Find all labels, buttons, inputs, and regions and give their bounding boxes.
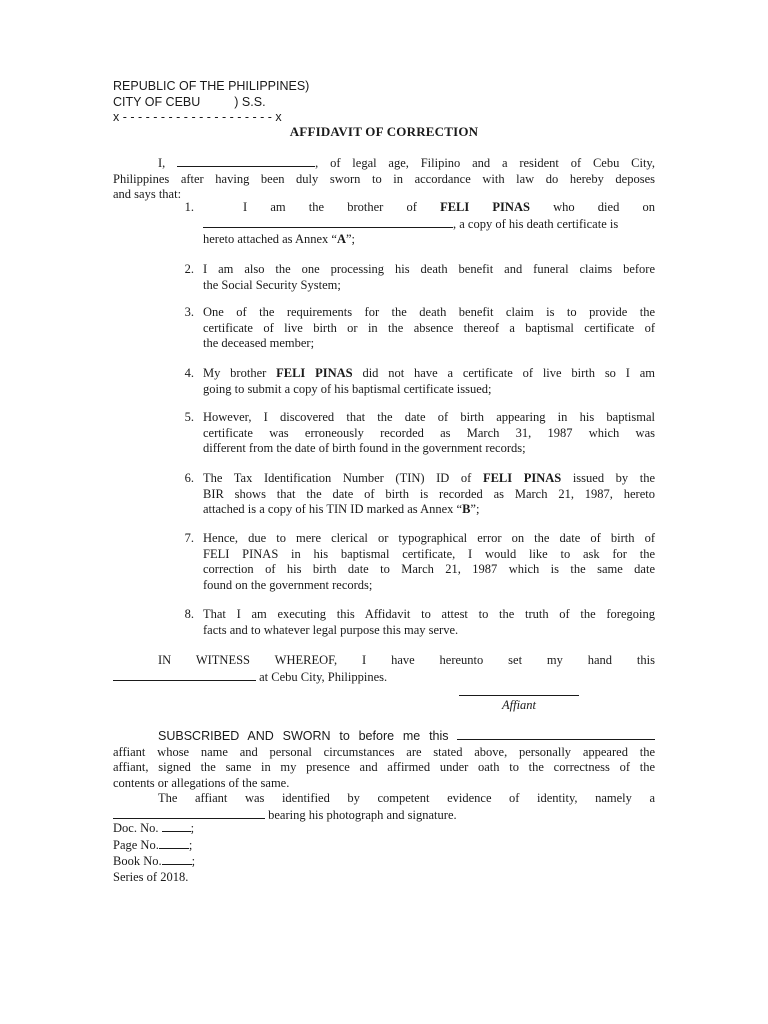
doc-no: Doc. No. ; xyxy=(113,821,195,835)
caption-city xyxy=(113,95,266,109)
jurat-date-blank xyxy=(457,728,655,740)
book-no: Book No. ; xyxy=(113,854,196,869)
caption-city-name: CITY OF CEBU xyxy=(113,95,201,109)
id-blank xyxy=(113,807,265,819)
caption-republic: REPUBLIC OF THE PHILIPPINES) xyxy=(113,79,310,93)
deceased-name: FELI PINAS xyxy=(440,200,530,214)
deceased-name: FELI PINAS xyxy=(276,366,353,380)
witness-paragraph: IN WITNESS WHEREOF, I have hereunto set my hand this at Cebu City, Philippines. xyxy=(113,653,655,685)
affiant-signature-line xyxy=(459,684,579,696)
date-blank xyxy=(113,669,256,681)
document-page: REPUBLIC OF THE PHILIPPINES) CITY OF CEBU ) S.S. x - - - - - - - - - - - - - - - - - - - - x AFFIDAVIT OF CORRECTION I, , of legal age, Filipino and a resident of Cebu City, Philippines after having been duly sworn to in accordance with law do hereby deposes and says that: 1. I am the brother of FELI PINAS who died on , a copy of his death certificate is hereto attached as Annex “A”; 2. I am also the one processing his death benefit and funeral claims before the Social Security System; 3. One of the requirements for the death benefit claim is to provide the certificate of live birth or in the absence thereof a baptismal certificate of the deceased member; 4. My brother FELI PINAS did not have a certificate of live birth so I am going to submit a copy of his baptismal certificate issued; 5. However, I discovered that the date of birth appearing in his baptismal certificate was erroneously recorded as March 31, 1987 which was different from the date of birth found in the government records; 6. The Tax Identification Number (TIN) ID of FELI PINAS issued by the BIR shows that the date of birth is recorded as March 21, 1987, hereto attached is a copy of his TIN ID marked as Annex “B”; 7. Hence, due to mere clerical or typographical error on the date of birth of FELI PINAS in his baptismal certificate, I would like to ask for the correction of his birth date to March 21, 1987 which is the same date found on the government records; 8. That I am executing this Affidavit to attest to the truth of the foregoing facts and to whatever legal purpose this may serve. IN WITNESS WHEREOF, I have hereunto set my hand this at Cebu City, Philippines. Affiant SUBSCRIBED AND SWORN to before me this affiant whose name and personal circumstances are stated above, personally appeared the affiant, signed the same in my presence and affirmed under oath to the correctness of the contents or allegations of the same. The affiant was identified by competent evidence of identity, namely a bearing his photograph and signature. Doc. No. ; Page No. ; Book No. ; Series of 2018. xyxy=(0,0,768,1024)
caption-ss: ) S.S. xyxy=(234,95,266,109)
notarial-block xyxy=(113,820,195,885)
document-title: AFFIDAVIT OF CORRECTION xyxy=(289,124,479,139)
caption-divider: x - - - - - - - - - - - - - - - - - - - - x xyxy=(113,110,282,124)
jurat-paragraph: SUBSCRIBED AND SWORN to before me this affiant whose name and personal circumstances are stated above, personally appeared the affiant, signed the same in my presence and affirmed under oath to the correctness of the contents or allegations of the same. The affiant was identified by competent evidence of identity, namely a bearing his photograph and signature. xyxy=(113,729,655,822)
date-of-death-blank xyxy=(203,216,453,228)
page-no: Page No. ; xyxy=(113,837,193,852)
series: Series of 2018. xyxy=(113,869,189,884)
deceased-name: FELI PINAS xyxy=(482,471,562,485)
intro-paragraph: I, , of legal age, Filipino and a resident of Cebu City, Philippines after having been duly sworn to in accordance with law do hereby deposes and says that: xyxy=(113,156,655,202)
affiant-name-blank xyxy=(177,155,315,167)
affiant-label: Affiant xyxy=(501,698,537,712)
